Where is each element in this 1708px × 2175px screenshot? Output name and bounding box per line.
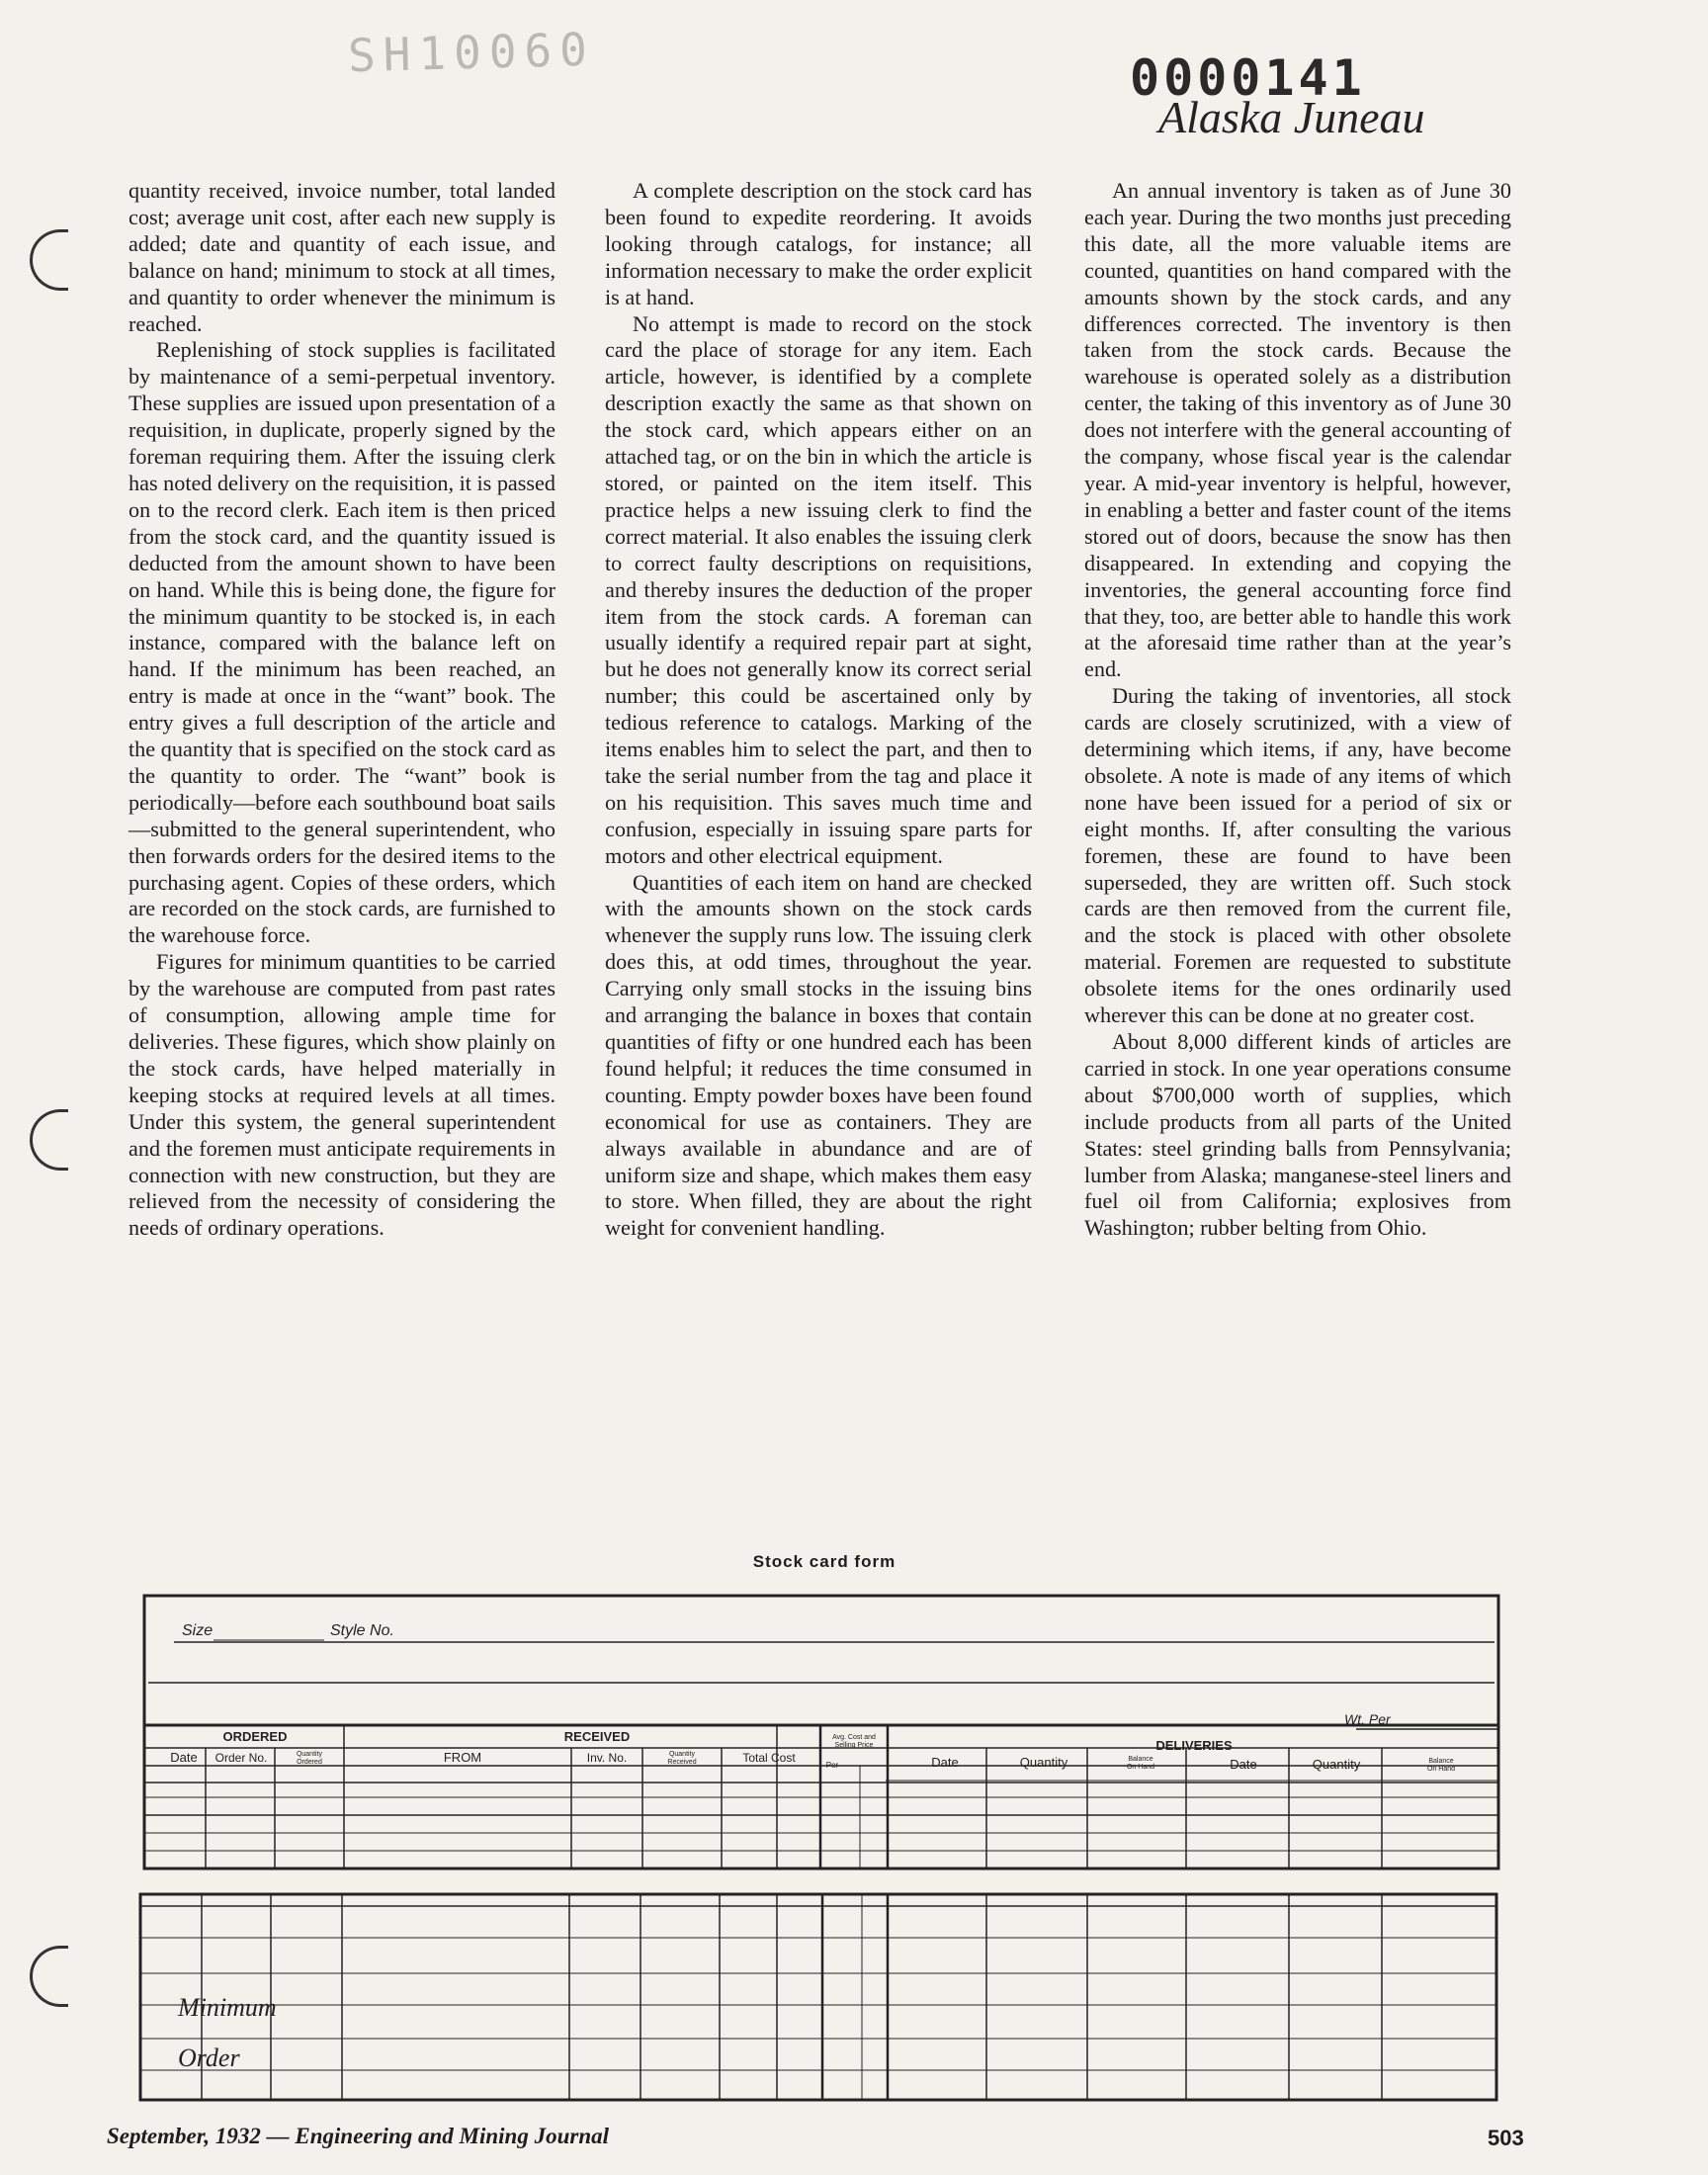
- style-no-label: Style No.: [330, 1622, 394, 1639]
- minimum-label: Minimum: [178, 1993, 277, 2022]
- col-inv-no: Inv. No.: [586, 1751, 628, 1765]
- paragraph: A complete description on the stock card has been found to expedite reordering. It avoids looking through catalogs, for instance; all information necessary to make the order explicit is at hand.: [605, 178, 1032, 309]
- received-group-header: RECEIVED: [563, 1729, 631, 1744]
- size-label: Size: [182, 1622, 214, 1639]
- faded-stamp-number: SH10060: [347, 22, 596, 83]
- col-per: Per: [825, 1761, 839, 1770]
- col-qty-ordered: Quantity: [296, 1751, 323, 1758]
- col-qty-received: Quantity: [668, 1751, 696, 1758]
- col-selling-price: Selling Price: [834, 1742, 874, 1749]
- order-label: Order: [178, 2044, 240, 2072]
- col-order-no: Order No.: [214, 1751, 268, 1765]
- paragraph: No attempt is made to record on the stock card the place of storage for any item. Each article, however, is identified by a complete description exactly the same as that shown on the stock card, which appears either on an attached tag, or on the bin in which the article is stored, or painted on the item itself. This practice helps a new issuing clerk to find the correct material. It also enables the issuing clerk to correct faulty descriptions on requisitions, and thereby insures the deduction of the proper item from the stock cards. A foreman can usually identify a required repair part at sight, but he does not generally know its correct serial number; this could be ascertained only by tedious reference to catalogs. Marking of the items enables him to select the part, and then to take the serial number from the tag and place it on his requisition. This saves much time and confusion, especially in issuing spare parts for motors and other electrical equipment.: [605, 310, 1032, 868]
- page-header-title: Alaska Juneau: [1158, 92, 1425, 142]
- col-delivery-date: Date: [931, 1755, 959, 1770]
- wt-per-label: Wt. Per: [1344, 1711, 1391, 1727]
- col-delivery-quantity-2: Quantity: [1312, 1757, 1361, 1772]
- document-number-stamp: 0000141: [1130, 49, 1366, 107]
- col-balance: Balance: [1128, 1756, 1153, 1763]
- col-qty-ordered-2: Ordered: [297, 1759, 322, 1766]
- paragraph: Replenishing of stock supplies is facilitated by maintenance of a semi-perpetual inventory. These supplies are issued upon presentation of a requisition, in duplicate, properly signed by the foreman requiring them. After the issuing clerk has noted delivery on the requisition, it is passed on to the record clerk. Each item is then priced from the stock card, and the quantity issued is deducted from the amount shown to have been on hand. While this is being done, the figure for the minimum quantity to be stocked is, in each instance, compared with the balance left on hand. If the minimum has been reached, an entry is made at once in the “want” book. The entry gives a full description of the article and the quantity that is specified on the stock card as the quantity to order. The “want” book is periodically—before each southbound boat sails—submitted to the general superintendent, who then forwards orders for the desired items to the purchasing agent. Copies of these orders, which are recorded on the stock cards, are furnished to the warehouse force.: [128, 337, 555, 948]
- paragraph: Quantities of each item on hand are checked with the amounts shown on the stock cards whenever the supply runs low. The issuing clerk does this, at odd times, throughout the year. Carrying only small stocks in the issuing bins and arranging the balance in boxes that contain quantities of fifty or one hundred each has been found helpful; it reduces the time consumed in counting. Empty powder boxes have been found economical for use as containers. They are always available in abundance and are of uniform size and shape, which makes them easy to store. When filled, they are about the right weight for convenient handling.: [605, 869, 1032, 1241]
- col-total-cost: Total Cost: [742, 1751, 796, 1765]
- paragraph: About 8,000 different kinds of articles are carried in stock. In one year operations consume about $700,000 worth of supplies, which include products from all parts of the United States: steel grinding balls from Pennsylvania; lumber from Alaska; manganese-steel liners and fuel oil from California; explosives from Washington; rubber belting from Ohio.: [1084, 1029, 1511, 1241]
- ordered-group-header: ORDERED: [222, 1729, 288, 1744]
- deliveries-group-header: DELIVERIES: [1155, 1738, 1233, 1753]
- col-delivery-date-2: Date: [1230, 1757, 1257, 1772]
- page-number: 503: [1488, 2126, 1524, 2150]
- col-balance-2: Balance: [1428, 1758, 1454, 1765]
- col-balance-on-hand-2: On Hand: [1426, 1766, 1456, 1773]
- paragraph: During the taking of inventories, all stock cards are closely scrutinized, with a view of determining which items, if any, have become obsolete. A note is made of any items of which none have been issued for a period of six or eight months. If, after consulting the various foremen, these are found to have been superseded, they are written off. Such stock cards are then removed from the current file, and the stock is placed with other obsolete material. Foremen are requested to substitute obsolete items for the ones ordinarily used wherever this can be done at no greater cost.: [1084, 683, 1511, 1028]
- col-balance-on-hand: On Hand: [1126, 1764, 1155, 1771]
- paragraph: An annual inventory is taken as of June 30 each year. During the two months just preceding this date, all the more valuable items are counted, quantities on hand compared with the amounts shown by the stock cards, and any differences corrected. The inventory is then taken from the stock cards. Because the warehouse is operated solely as a distribution center, the taking of this inventory as of June 30 does not interfere with the general accounting of the company, whose fiscal year is the calendar year. A mid-year inventory is helpful, however, in enabling a better and faster count of the items stored out of doors, because the snow has then disappeared. In extending and copying the inventories, the general accounting force find that they, too, are better able to handle this work at the aforesaid time rather than at the year’s end.: [1084, 178, 1511, 682]
- footer-citation: September, 1932 — Engineering and Mining Journal: [107, 2124, 610, 2148]
- paragraph: quantity received, invoice number, total landed cost; average unit cost, after each new supply is added; date and quantity of each issue, and balance on hand; minimum to stock at all times, and quantity to order whenever the minimum is reached.: [128, 178, 555, 336]
- col-qty-received-2: Received: [667, 1759, 697, 1766]
- col-avg-cost: Avg. Cost and: [832, 1734, 876, 1741]
- paragraph: Figures for minimum quantities to be carried by the warehouse are computed from past rates of consumption, allowing ample time for deliveries. These figures, which show plainly on the stock cards, have helped materially in keeping stocks at required levels at all times. Under this system, the general superintendent and the foremen must anticipate requirements in connection with new construction, but they are relieved from the necessity of considering the needs of ordinary operations.: [128, 949, 555, 1241]
- col-from: FROM: [443, 1750, 482, 1765]
- col-date: Date: [170, 1750, 198, 1765]
- col-delivery-quantity: Quantity: [1019, 1755, 1068, 1770]
- form-caption: Stock card form: [752, 1552, 897, 1571]
